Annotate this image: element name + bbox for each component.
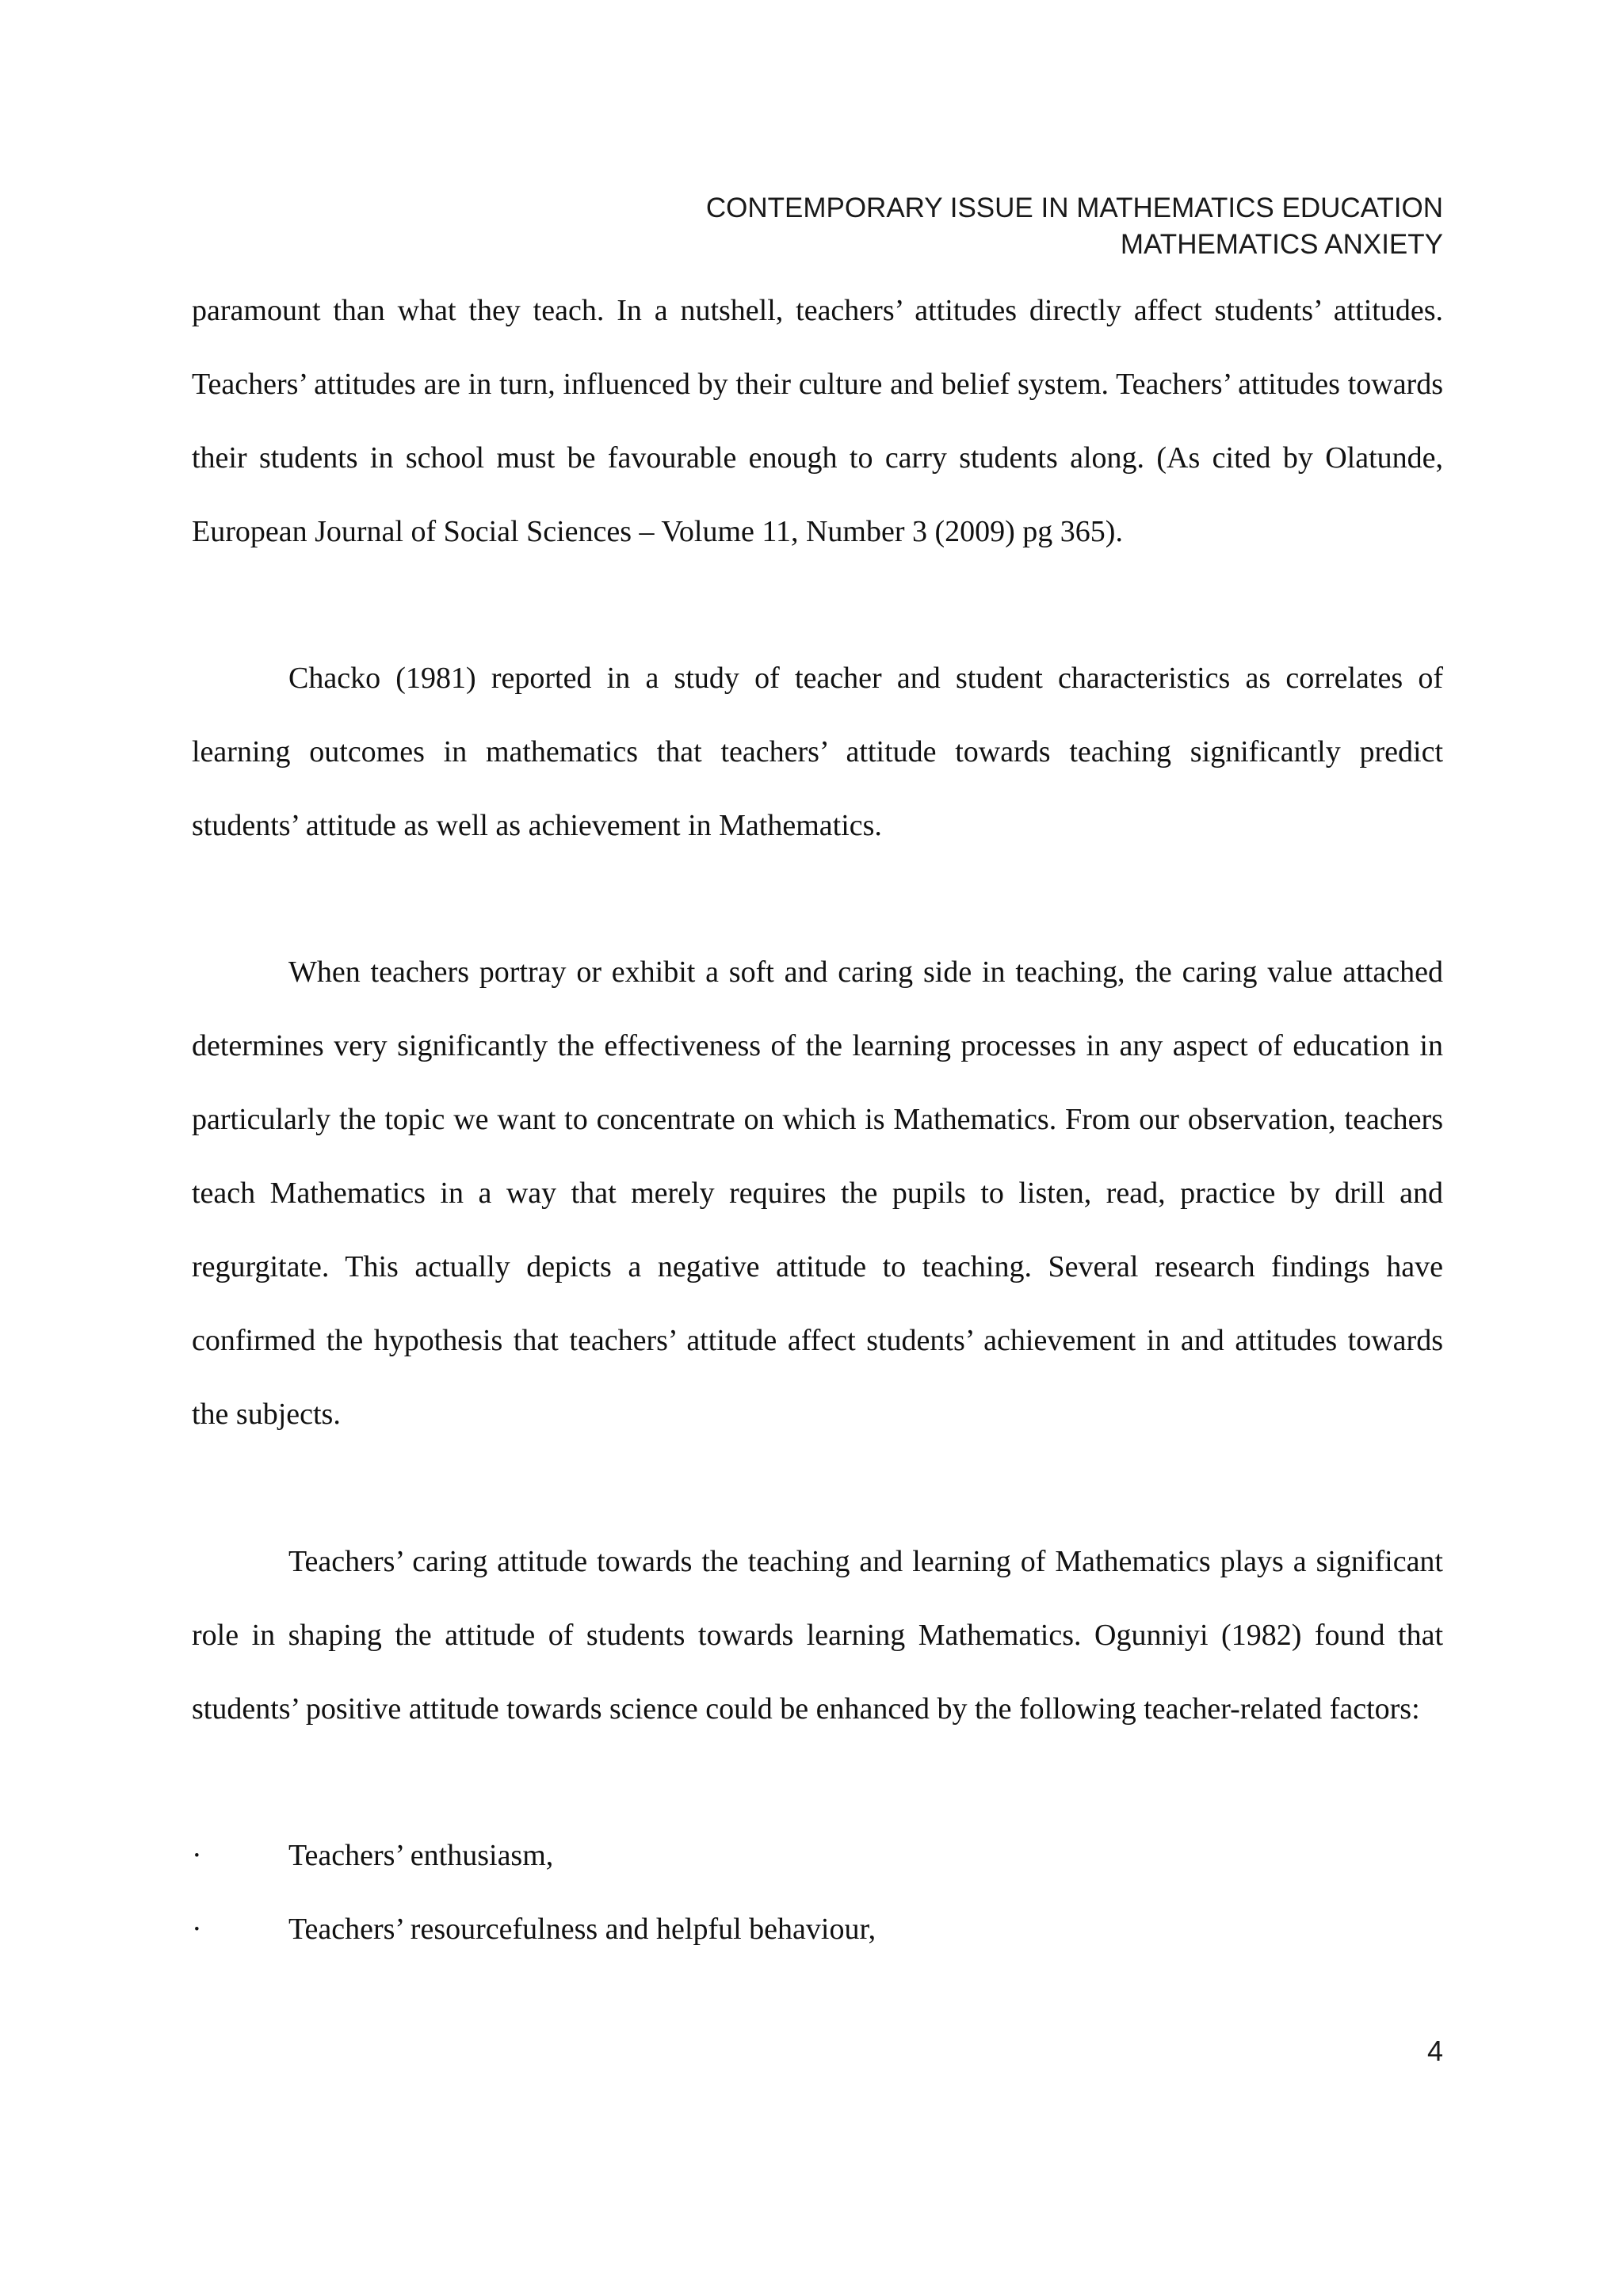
paragraph: paramount than what they teach. In a nutshell, teachers’ attitudes directly affect students’ attitudes. Teachers’ attitudes are in turn, influenced by their culture and belief system. Teachers’ attitudes towards their students in school must be favourable enough to carry students along. (As cited by Olatunde, European Journal of Social Sciences – Volume 11, Number 3 (2009) pg 365). [192, 294, 1443, 548]
bullet-marker: · [192, 1913, 202, 1946]
bullet-text: Teachers’ resourcefulness and helpful behaviour, [288, 1913, 876, 1946]
paragraph: When teachers portray or exhibit a soft and caring side in teaching, the caring value attached determines very significantly the effectiveness of the learning processes in any aspect of education in particularly the topic we want to concentrate on which is Mathematics. From our observation, teachers teach Mathematics in a way that merely requires the pupils to listen, read, practice by drill and regurgitate. This actually depicts a negative attitude to teaching. Several research findings have confirmed the hypothesis that teachers’ attitude affect students’ achievement in and attitudes towards the subjects. [192, 955, 1443, 1431]
header-subtitle: MATHEMATICS ANXIETY [1120, 229, 1443, 260]
header-title: CONTEMPORARY ISSUE IN MATHEMATICS EDUCATION [705, 193, 1443, 223]
paragraph-continuation [192, 274, 1443, 569]
bullet-marker: · [192, 1839, 202, 1872]
running-header [706, 190, 1443, 263]
page-number: 4 [1426, 2035, 1443, 2067]
paragraph: Teachers’ caring attitude towards the teaching and learning of Mathematics plays a significant role in shaping the attitude of students towards learning Mathematics. Ogunniyi (1982) found that students’ positive attitude towards science could be enhanced by the following teacher-related factors: [192, 1545, 1443, 1726]
paragraph-caring-side [192, 936, 1443, 1451]
paragraph-chacko [192, 642, 1443, 863]
bullet-text: Teachers’ enthusiasm, [288, 1839, 554, 1872]
paragraph-caring-attitude [192, 1525, 1443, 1746]
paragraph: Chacko (1981) reported in a study of teacher and student characteristics as correlates of learning outcomes in mathematics that teachers’ attitude towards teaching significantly predict students’ attitude as well as achievement in Mathematics. [192, 662, 1443, 842]
